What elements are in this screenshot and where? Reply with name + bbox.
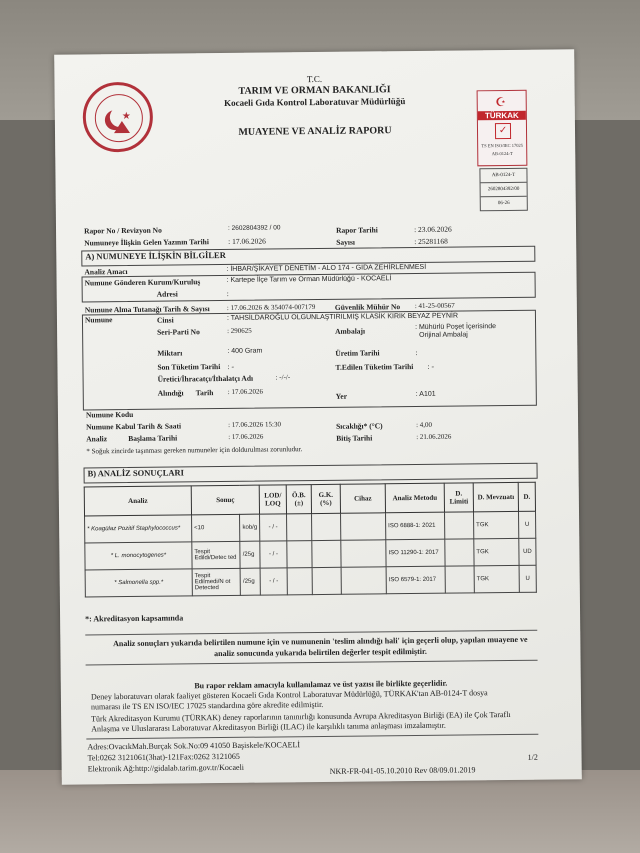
- row1-ob: [287, 514, 312, 541]
- numune-kodu-label: Numune Kodu: [85, 409, 134, 420]
- turkak-logo: [477, 90, 528, 167]
- col-mevzuat: D. Mevzuatı: [473, 482, 518, 511]
- ettt-label: T.Edilen Tüketim Tarihi: [335, 361, 414, 372]
- security-seal-label: Güvenlik Mühür No: [334, 302, 401, 312]
- row2-d: UD: [519, 538, 536, 565]
- security-seal-value: : 41-25-00567: [414, 301, 455, 310]
- row3-unit: /25g: [240, 568, 260, 595]
- alindigi-value: : 17.06.2026: [227, 387, 263, 396]
- alindigi-tarih-label: Tarih: [195, 388, 214, 398]
- page-number: 1/2: [527, 752, 538, 762]
- yer-label: Yer: [335, 391, 348, 401]
- row3-sonuc: Tespit Edilmedi/N ot Detected: [192, 568, 241, 596]
- address-label: Adresi: [156, 289, 178, 299]
- accreditation-paragraph-2b: Anlaşma ve Uluslararası Laboratuvar Akreditasyon Birliği (ILAC) ile karşılıklı tanıma anlaşması imzalamıştır.: [91, 720, 446, 734]
- footer-web: Elektronik Ağ:http://gidalab.tarim.gov.tr/Kocaeli: [87, 762, 245, 774]
- sender-value: : Kartepe İlçe Tarım ve Orman Müdürlüğü - KOCAELİ: [226, 275, 392, 284]
- row2-cihaz: [341, 540, 386, 567]
- sicaklik-value: : 4,00: [416, 420, 433, 429]
- bitis-value: : 21.06.2026: [416, 432, 452, 441]
- row3-ob: [287, 568, 312, 595]
- tutanak-value: : 17.06.2026 & 354074-007179: [226, 303, 316, 312]
- row1-limit: [445, 512, 474, 539]
- header-lab: Kocaeli Gıda Kontrol Laboratuvar Müdürlüğü: [224, 96, 406, 108]
- col-d: D.: [518, 482, 535, 511]
- alindigi-label: Alındığı: [157, 388, 184, 398]
- header-tc: T.C.: [306, 73, 323, 85]
- statement-line-2: analiz sonucunda yukarıda belirtilen değerler tespit edilmiştir.: [214, 646, 427, 659]
- kabul-label: Numune Kabul Tarih & Saati: [86, 421, 182, 432]
- footer-tel: Tel:0262 3121061(3hat)-121Fax:0262 3121065: [87, 751, 240, 763]
- miktar-value: : 400 Gram: [227, 347, 263, 355]
- row1-sonuc: <10: [192, 514, 241, 542]
- purpose-value: : İHBAR/ŞİKAYET DENETİM - ALO 174 - GIDA ZEHİRLENMESİ: [226, 263, 427, 273]
- results-table: [84, 482, 537, 598]
- uretim-label: Üretim Tarihi: [335, 348, 380, 358]
- baslama-label: Başlama Tarihi: [128, 433, 178, 443]
- table-row: [85, 565, 536, 597]
- miktar-label: Miktarı: [157, 348, 183, 358]
- uretim-value: :: [415, 347, 418, 357]
- row1-mevzuat: TGK: [474, 511, 519, 538]
- row1-unit: kob/g: [240, 514, 260, 541]
- accreditation-paragraph-2a: Türk Akreditasyon Kurumu (TÜRKAK) deney raporlarının tanınırlığı konusunda Avrupa Akreditasyon Birliği (EA) ile Çok Taraflı: [91, 709, 511, 724]
- col-gk: G.K. (%): [311, 484, 340, 513]
- col-lod: LOD/ LOQ: [259, 485, 286, 514]
- row1-d: U: [518, 511, 535, 538]
- sidebox-report: 2602804392/00: [481, 183, 527, 197]
- row3-d: U: [519, 565, 536, 592]
- row1-cihaz: [341, 513, 386, 540]
- row2-limit: [445, 539, 474, 566]
- footer-divider: [86, 734, 538, 740]
- row2-mevzuat: TGK: [474, 538, 519, 565]
- row3-lod: - / -: [260, 568, 287, 595]
- row3-limit: [445, 566, 474, 593]
- sender-label: Numune Gönderen Kurum/Kuruluş: [84, 277, 201, 288]
- report-no-label: Rapor No / Revizyon No: [83, 225, 162, 236]
- baslama-value: : 17.06.2026: [228, 432, 264, 441]
- row2-lod: - / -: [260, 541, 287, 568]
- row3-gk: [312, 567, 341, 594]
- ambalaj-value-1: : Mühürlü Poşet İçerisinde: [415, 323, 497, 331]
- col-sonuc: Sonuç: [191, 485, 259, 515]
- ad-warning: Bu rapor reklam amacıyla kullanılamaz ve üst yazısı ile birlikte geçerlidir.: [194, 678, 448, 691]
- section-b-header: [84, 463, 538, 484]
- row3-cihaz: [341, 567, 386, 594]
- checkmark-icon: ✓: [495, 123, 511, 139]
- footer-address: Adres:OvacıkMah.Burçak Sok.No:09 41050 Başiskele/KOCAELİ: [87, 740, 301, 752]
- purpose-label: Analiz Amacı: [84, 266, 128, 277]
- sayi-value: : 25281168: [414, 236, 448, 246]
- skt-label: Son Tüketim Tarihi: [157, 362, 221, 372]
- letter-date-label: Numuneye İlişkin Gelen Yazının Tarihi: [84, 237, 209, 248]
- row3-metod: ISO 6579-1: 2017: [386, 566, 445, 594]
- letter-date-value: : 17.06.2026: [228, 236, 266, 246]
- cold-chain-footnote: * Soğuk zincirde taşınması gereken numuneler için doldurulması zorunludur.: [86, 445, 303, 456]
- report-paper: [54, 49, 582, 784]
- cins-label: Cinsi: [156, 315, 174, 325]
- bitis-label: Bitiş Tarihi: [336, 433, 373, 443]
- accreditation-paragraph-1b: numarası ile TS EN ISO/IEC 17025 standardına göre akredite edilmiştir.: [90, 699, 324, 712]
- kabul-value: : 17.06.2026 15:30: [228, 420, 282, 429]
- accreditation-note: *: Akreditasyon kapsamında: [85, 613, 184, 624]
- analiz-label: Analiz: [86, 434, 108, 444]
- seri-label: Seri-Parti No: [157, 327, 200, 337]
- col-metod: Analiz Metodu: [385, 483, 444, 513]
- skt-value: : -: [227, 361, 234, 371]
- row2-gk: [312, 540, 341, 567]
- row3-analiz: * Salmonella spp.*: [85, 569, 192, 597]
- col-cihaz: Cihaz: [340, 484, 385, 513]
- accreditation-paragraph-1a: Deney laboratuvarı olarak faaliyet gösteren Kocaeli Gıda Kontrol Laboratuvar Müdürlüğü, TÜRKAK'tan AB-0124-T dosya: [90, 688, 488, 702]
- col-limit: D. Limiti: [444, 483, 473, 512]
- report-title: MUAYENE VE ANALİZ RAPORU: [238, 125, 392, 138]
- row2-analiz: * L. monocytogenes*: [85, 542, 192, 570]
- row2-metod: ISO 11290-1: 2017: [386, 539, 445, 567]
- turkak-name: TÜRKAK: [478, 111, 526, 121]
- report-date-label: Rapor Tarihi: [335, 225, 378, 235]
- ambalaj-label: Ambalajı: [335, 326, 366, 336]
- row3-mevzuat: TGK: [474, 565, 519, 592]
- address-value: :: [226, 288, 229, 298]
- section-b-title: B) ANALİZ SONUÇLARI: [87, 467, 184, 479]
- statement-line-1: Analiz sonuçları yukarıda belirtilen numune için ve numunenin 'teslim alındığı hali' için geçerli olup, yapılan muayene ve: [113, 634, 528, 649]
- crescent-star-icon: ☪: [495, 95, 507, 110]
- row1-analiz: * Koagülaz Pozitif Staphylococcus*: [85, 515, 192, 543]
- turkak-standard: TS EN ISO/IEC 17025: [481, 142, 524, 149]
- report-date-value: : 23.06.2026: [413, 224, 452, 234]
- sidebox-date: 06-26: [497, 200, 510, 207]
- col-ob: Ö.B. (±): [286, 485, 311, 514]
- yer-value: : A101: [415, 390, 436, 398]
- cins-value: : TAHSİLDAROĞLU OLGUNLAŞTIRILMIŞ KLASİK KIRIK BEYAZ PEYNİR: [226, 312, 459, 322]
- section-a-title: A) NUMUNEYE İLİŞKİN BİLGİLER: [85, 249, 226, 262]
- row1-metod: ISO 6888-1: 2021: [386, 512, 445, 540]
- star-icon: ★: [121, 110, 131, 123]
- uretici-value: : -/-/-: [275, 373, 291, 382]
- row2-sonuc: Tespit Edildi/Detec ted: [192, 541, 241, 569]
- row1-lod: - / -: [260, 514, 287, 541]
- row2-unit: /25g: [240, 541, 260, 568]
- section-a-header: [81, 246, 535, 267]
- seri-value: : 290625: [227, 326, 252, 335]
- results-header-row: [84, 482, 535, 516]
- header-ministry: TARIM VE ORMAN BAKANLIĞI: [238, 84, 391, 97]
- tutanak-label: Numune Alma Tutanağı Tarih & Sayısı: [84, 304, 210, 315]
- row1-gk: [312, 513, 341, 540]
- accreditation-sidebox: [479, 168, 527, 212]
- uretici-label: Üretici/İhracatçı/İthalatçı Adı: [157, 373, 254, 384]
- sidebox-code: AB-0124-T: [480, 169, 526, 183]
- numune-label: Numune: [84, 315, 113, 325]
- divider: [86, 660, 538, 666]
- form-code: NKR-FR-041-05.10.2010 Rev 08/09.01.2019: [329, 765, 476, 776]
- sicaklik-label: Sıcaklığı* (°C): [336, 421, 383, 431]
- col-analiz: Analiz: [84, 486, 191, 516]
- report-no-value: : 2602804392 / 00: [227, 224, 281, 232]
- turkak-code: AB-0124-T: [491, 150, 513, 157]
- ettt-value: : -: [427, 361, 434, 371]
- ambalaj-value-2: Orijinal Ambalaj: [419, 331, 468, 339]
- sayi-label: Sayısı: [336, 237, 355, 247]
- row2-ob: [287, 541, 312, 568]
